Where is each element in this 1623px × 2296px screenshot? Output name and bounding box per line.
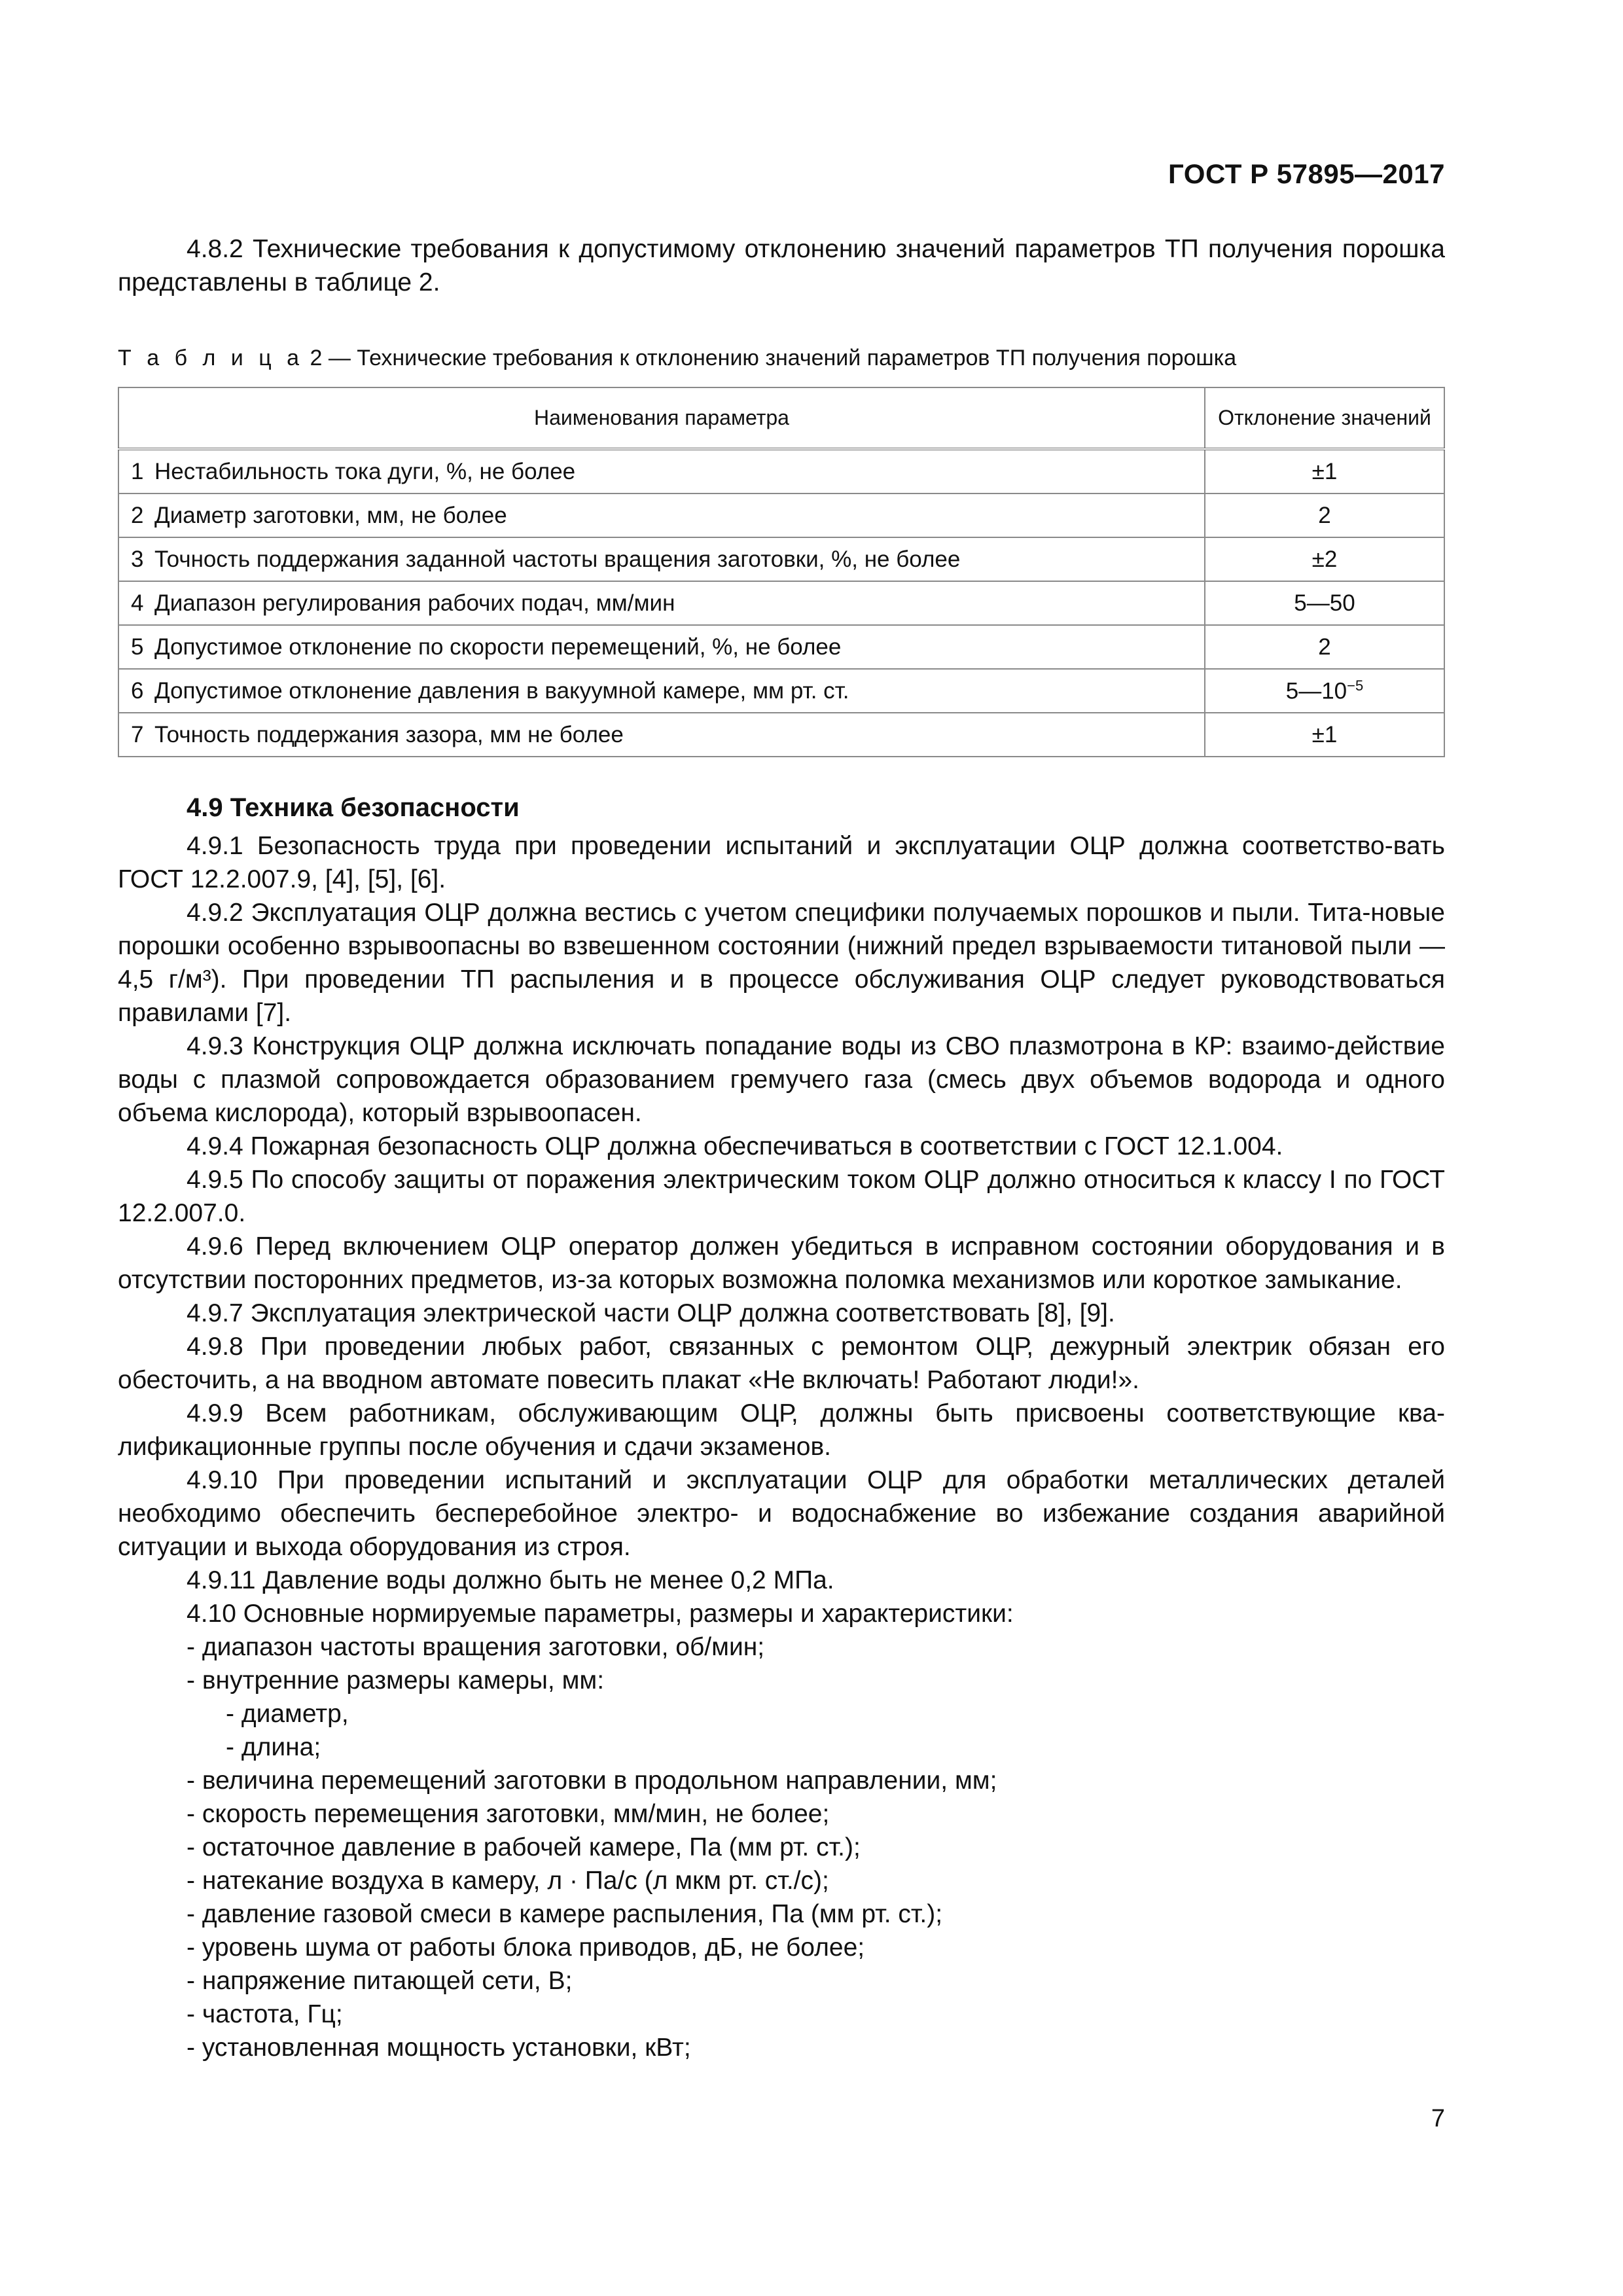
paragraph-4-9-5: 4.9.5 По способу защиты от поражения электрическим током ОЦР должно относиться к классу I по ГОСТ 12.2.007.0. [118, 1166, 1445, 1227]
list-item: - диаметр, [226, 1700, 349, 1728]
list-item: - скорость перемещения заготовки, мм/мин, не более; [187, 1800, 830, 1828]
list-item: - внутренние размеры камеры, мм: [187, 1666, 605, 1695]
list-item: - остаточное давление в рабочей камере, Па (мм рт. ст.); [187, 1833, 861, 1861]
row-parameter: Диаметр заготовки, мм, не более [154, 493, 1205, 537]
list-item: - напряжение питающей сети, В; [187, 1967, 573, 1995]
row-number: 2 [118, 493, 154, 537]
row-number: 6 [118, 669, 154, 713]
list-item: - диапазон частоты вращения заготовки, об/мин; [187, 1633, 765, 1661]
page-content [118, 232, 1445, 2064]
paragraph-4-9-4: 4.9.4 Пожарная безопасность ОЦР должна обеспечиваться в соответствии с ГОСТ 12.1.004. [187, 1132, 1283, 1160]
list-item: - частота, Гц; [187, 2000, 343, 2028]
intro-paragraph: 4.8.2 Технические требования к допустимому отклонению значений параметров ТП получения порошка представлены в таблице 2. [118, 235, 1445, 296]
row-parameter: Допустимое отклонение давления в вакуумной камере, мм рт. ст. [154, 669, 1205, 713]
paragraph-4-9-6: 4.9.6 Перед включением ОЦР оператор должен убедиться в исправном состоянии оборудования и в отсутствии посторонних предметов, из-за которых возможна поломка механизмов или короткое замыкание. [118, 1232, 1445, 1294]
row-value [1205, 669, 1444, 713]
table-row [118, 713, 1444, 757]
row-number: 3 [118, 537, 154, 581]
parameters-table [118, 387, 1445, 757]
table-caption-text: 2 — Технические требования к отклонению значений параметров ТП получения порошка [304, 346, 1237, 370]
list-item: - величина перемещений заготовки в продольном направлении, мм; [187, 1767, 997, 1795]
row-parameter: Диапазон регулирования рабочих подач, мм/мин [154, 581, 1205, 625]
document-code: ГОСТ Р 57895—2017 [1168, 158, 1445, 189]
row-value-exponent: −5 [1347, 677, 1364, 694]
paragraph-4-9-10: 4.9.10 При проведении испытаний и эксплуатации ОЦР для обработки металлических деталей необходимо обеспечить бесперебойное электро- и водоснабжение во избежание создания аварийной ситуации и выхода оборудования из строя. [118, 1466, 1445, 1561]
table-row [118, 493, 1444, 537]
paragraph-4-9-11: 4.9.11 Давление воды должно быть не менее 0,2 МПа. [187, 1566, 834, 1594]
table-caption-label: Т а б л и ц а [118, 346, 304, 370]
row-value: ±1 [1205, 713, 1444, 757]
row-value: 2 [1205, 493, 1444, 537]
paragraph-4-9-1: 4.9.1 Безопасность труда при проведении испытаний и эксплуатации ОЦР должна соответство-вать ГОСТ 12.2.007.9, [4], [5], [6]. [118, 832, 1445, 893]
row-number: 4 [118, 581, 154, 625]
list-item: - длина; [226, 1733, 321, 1761]
table-row [118, 537, 1444, 581]
row-parameter: Нестабильность тока дуги, %, не более [154, 449, 1205, 493]
list-item: - уровень шума от работы блока приводов, дБ, не более; [187, 1933, 865, 1962]
row-value: 2 [1205, 625, 1444, 669]
row-parameter: Точность поддержания зазора, мм не более [154, 713, 1205, 757]
paragraph-4-9-3: 4.9.3 Конструкция ОЦР должна исключать попадание воды из СВО плазмотрона в КР: взаимо-действие воды с плазмой сопровождается образованием гремучего газа (смесь двух объемов водорода и одного объема кислорода), который взрывоопасен. [118, 1032, 1445, 1127]
row-value-base: 5—10 [1285, 678, 1347, 704]
page-number: 7 [1431, 2105, 1445, 2132]
table-row [118, 625, 1444, 669]
table-header-row [118, 387, 1444, 449]
list-item: - установленная мощность установки, кВт; [187, 2034, 691, 2062]
paragraph-4-10: 4.10 Основные нормируемые параметры, размеры и характеристики: [187, 1600, 1014, 1628]
table-row [118, 669, 1444, 713]
column-header-value: Отклонение значений [1205, 387, 1444, 449]
section-heading: 4.9 Техника безопасности [187, 793, 520, 822]
column-header-parameter: Наименования параметра [118, 387, 1205, 449]
row-number: 7 [118, 713, 154, 757]
row-value: ±2 [1205, 537, 1444, 581]
list-item: - давление газовой смеси в камере распыления, Па (мм рт. ст.); [187, 1900, 943, 1928]
table-caption [118, 344, 1445, 372]
table-row [118, 449, 1444, 493]
row-value: 5—50 [1205, 581, 1444, 625]
paragraph-4-9-8: 4.9.8 При проведении любых работ, связанных с ремонтом ОЦР, дежурный электрик обязан его обесточить, а на вводном автомате повесить плакат «Не включать! Работают люди!». [118, 1333, 1445, 1394]
paragraph-4-9-2: 4.9.2 Эксплуатация ОЦР должна вестись с учетом специфики получаемых порошков и пыли. Тита-новые порошки особенно взрывоопасны во взвешенном состоянии (нижний предел взрываемости титановой пыли — 4,5 г/м³). При проведении ТП распыления и в процессе обслуживания ОЦР следует руководствоваться правилами [7]. [118, 899, 1445, 1027]
parameters-list [118, 1630, 1445, 2064]
paragraph-4-9-9: 4.9.9 Всем работникам, обслуживающим ОЦР, должны быть присвоены соответствующие ква-лификационные группы после обучения и сдачи экзаменов. [118, 1399, 1445, 1461]
row-value: ±1 [1205, 449, 1444, 493]
paragraph-4-9-7: 4.9.7 Эксплуатация электрической части ОЦР должна соответствовать [8], [9]. [187, 1299, 1115, 1327]
list-item: - натекание воздуха в камеру, л · Па/с (л мкм рт. ст./с); [187, 1867, 829, 1895]
row-number: 5 [118, 625, 154, 669]
row-parameter: Точность поддержания заданной частоты вращения заготовки, %, не более [154, 537, 1205, 581]
table-row [118, 581, 1444, 625]
row-number: 1 [118, 449, 154, 493]
row-parameter: Допустимое отклонение по скорости перемещений, %, не более [154, 625, 1205, 669]
